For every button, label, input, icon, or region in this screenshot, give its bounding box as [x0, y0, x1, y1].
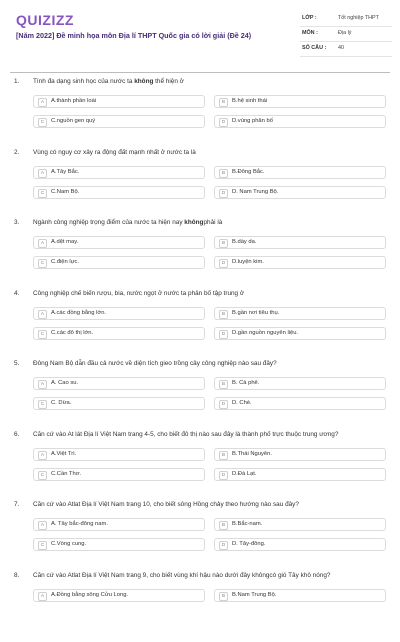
option-text: A.Việt Trì. [51, 450, 77, 457]
question-item [0, 360, 400, 430]
option-text: B.Nam Trung Bộ. [232, 591, 277, 598]
meta-row-class [300, 12, 392, 27]
option-text: D. Nam Trung Bộ. [232, 188, 279, 195]
question-text-part: Vùng có nguy cơ xảy ra động đất mạnh nhất ở nước ta là [33, 148, 196, 156]
question-number: 1. [14, 78, 20, 85]
option-letter-box: A [38, 592, 47, 601]
question-text-part: Tính đa dạng sinh học của nước ta [33, 78, 135, 85]
question-text-part: phải là [203, 219, 223, 226]
option-letter-box: B [219, 592, 228, 601]
answer-option-a[interactable] [33, 166, 205, 179]
question-text-part: thể hiện ở [153, 78, 184, 85]
option-letter-box: D [219, 189, 228, 198]
option-letter-box: C [38, 189, 47, 198]
meta-label: LỚP : [302, 15, 317, 21]
meta-row-subject [300, 27, 392, 42]
meta-label: SỐ CÂU : [302, 45, 327, 51]
option-text: D.vùng phân bố [232, 118, 273, 124]
answer-option-b[interactable] [214, 518, 386, 531]
answer-option-d[interactable] [214, 468, 386, 481]
meta-value: Tốt nghiệp THPT [338, 15, 379, 21]
worksheet-title: [Năm 2022] Đề minh họa môn Địa lí THPT Quốc gia có lời giải (Đề 24) [16, 31, 252, 40]
option-text: D.gần nguồn nguyên liệu. [232, 329, 299, 336]
question-text-emphasis: không [184, 219, 204, 226]
question-text-part: Căn cứ vào Atlat Địa lí Việt Nam trang 9, cho biết vùng khí hậu nào dưới đây khôngcó gió Tây khô nóng? [33, 571, 331, 579]
option-letter-box: B [219, 521, 228, 530]
question-text-part: Công nghiệp chế biến rượu, bia, nước ngọt ở nước ta phân bố tập trung ở [33, 289, 245, 297]
answer-option-b[interactable] [214, 377, 386, 390]
option-letter-box: C [38, 330, 47, 339]
answer-option-b[interactable] [214, 448, 386, 461]
question-text-emphasis: không [134, 78, 154, 85]
option-letter-box: A [38, 310, 47, 319]
worksheet-header [0, 0, 400, 62]
question-text-part: Ngành công nghiệp trọng điểm của nước ta hiện nay [33, 219, 185, 226]
option-letter-box: A [38, 98, 47, 107]
answer-option-d[interactable] [214, 538, 386, 551]
question-text [33, 501, 388, 508]
answer-option-c[interactable] [33, 256, 205, 269]
option-text: B.dày da. [232, 239, 257, 245]
option-text: C.nguồn gen quý [51, 118, 96, 124]
option-letter-box: B [219, 98, 228, 107]
question-text [33, 572, 388, 579]
option-text: C.điện lực. [51, 259, 80, 265]
question-number: 4. [14, 289, 20, 297]
question-text [33, 360, 388, 367]
option-letter-box: D [219, 541, 228, 550]
option-text: B.gần nơi tiêu thụ. [232, 309, 280, 316]
meta-table [300, 12, 392, 57]
option-text: C.các đô thị lớn. [51, 329, 94, 336]
option-letter-box: B [219, 380, 228, 389]
option-letter-box: C [38, 400, 47, 409]
option-text: C.Nam Bộ. [51, 188, 80, 195]
option-letter-box: D [219, 259, 228, 268]
answer-option-b[interactable] [214, 166, 386, 179]
question-item [0, 501, 400, 571]
option-text: A.dệt may. [51, 239, 79, 245]
option-text: C.Cần Thơ. [51, 470, 82, 477]
option-text: B.Đông Bắc. [232, 168, 265, 175]
option-letter-box: A [38, 380, 47, 389]
option-letter-box: C [38, 471, 47, 480]
question-number: 2. [14, 148, 20, 156]
option-letter-box: D [219, 330, 228, 339]
option-text: D. Tây-đông. [232, 541, 266, 547]
answer-option-d[interactable] [214, 256, 386, 269]
question-text-part: Căn cứ vào At lát Địa lí Việt Nam trang 4-5, cho biết đô thị nào sau đây là thành phố trực thuộc trung ương? [33, 430, 339, 438]
option-letter-box: B [219, 451, 228, 460]
question-text [33, 219, 388, 226]
answer-option-b[interactable] [214, 95, 386, 108]
answer-option-c[interactable] [33, 397, 205, 410]
option-letter-box: B [219, 239, 228, 248]
option-text: D.luyện kim. [232, 259, 264, 265]
option-text: B.Thái Nguyên. [232, 450, 272, 457]
answer-option-d[interactable] [214, 397, 386, 410]
question-text-part: Đông Nam Bộ dẫn đầu cả nước về diện tích gieo trồng cây công nghiệp nào sau đây? [33, 360, 277, 367]
option-letter-box: D [219, 400, 228, 409]
meta-label: MÔN : [302, 30, 318, 36]
option-letter-box: A [38, 521, 47, 530]
option-text: A.thành phần loài [51, 98, 97, 104]
option-text: B. Cà phê. [232, 380, 260, 386]
question-item [0, 78, 400, 148]
option-letter-box: C [38, 259, 47, 268]
answer-option-a[interactable] [33, 307, 205, 320]
question-item [0, 149, 400, 219]
question-item [0, 572, 400, 642]
question-number: 3. [14, 219, 20, 226]
option-letter-box: B [219, 310, 228, 319]
answer-option-d[interactable] [214, 115, 386, 128]
answer-option-c[interactable] [33, 115, 205, 128]
option-letter-box: D [219, 471, 228, 480]
option-letter-box: A [38, 169, 47, 178]
question-number: 7. [14, 501, 20, 508]
option-letter-box: A [38, 451, 47, 460]
quizizz-logo: QUIZIZZ [16, 12, 74, 28]
question-text [33, 431, 388, 438]
question-text [33, 290, 388, 297]
answer-option-c[interactable] [33, 186, 205, 199]
option-text: A.Tây Bắc. [51, 168, 80, 175]
option-text: C. Dừa. [51, 400, 72, 406]
answer-option-b[interactable] [214, 307, 386, 320]
question-number: 5. [14, 360, 20, 367]
option-text: D.Đà Lạt. [232, 470, 257, 477]
question-text-part: Căn cứ vào Atlat Địa lí Việt Nam trang 10, cho biết sông Hồng chảy theo hướng nào sau đây? [33, 501, 299, 508]
answer-option-a[interactable] [33, 377, 205, 390]
option-text: B.hệ sinh thái [232, 98, 268, 104]
option-letter-box: B [219, 169, 228, 178]
answer-option-d[interactable] [214, 327, 386, 340]
question-item [0, 219, 400, 289]
option-letter-box: A [38, 239, 47, 248]
answer-option-a[interactable] [33, 95, 205, 108]
answer-option-b[interactable] [214, 236, 386, 249]
question-number: 8. [14, 571, 20, 579]
question-item [0, 290, 400, 360]
option-text: D. Chè. [232, 400, 252, 406]
answer-option-c[interactable] [33, 538, 205, 551]
meta-row-count [300, 42, 392, 57]
answer-option-a[interactable] [33, 236, 205, 249]
option-text: A. Cao su. [51, 380, 79, 386]
answer-option-c[interactable] [33, 468, 205, 481]
question-text [33, 149, 388, 156]
meta-value: 40 [338, 45, 344, 51]
header-divider [10, 72, 390, 73]
question-number: 6. [14, 430, 20, 438]
question-text [33, 78, 388, 85]
option-text: A.các đồng bằng lớn. [51, 309, 107, 316]
answer-option-d[interactable] [214, 186, 386, 199]
answer-option-a[interactable] [33, 518, 205, 531]
option-letter-box: D [219, 118, 228, 127]
option-text: C.Vòng cung. [51, 541, 87, 547]
answer-option-a[interactable] [33, 448, 205, 461]
option-text: A.Đồng bằng sông Cửu Long. [51, 591, 129, 598]
meta-value: Địa lý [338, 30, 352, 36]
answer-option-c[interactable] [33, 327, 205, 340]
option-letter-box: C [38, 541, 47, 550]
option-text: B.Bắc-nam. [232, 521, 263, 527]
option-text: A. Tây bắc-đông nam. [51, 521, 108, 527]
question-item [0, 431, 400, 501]
option-letter-box: C [38, 118, 47, 127]
